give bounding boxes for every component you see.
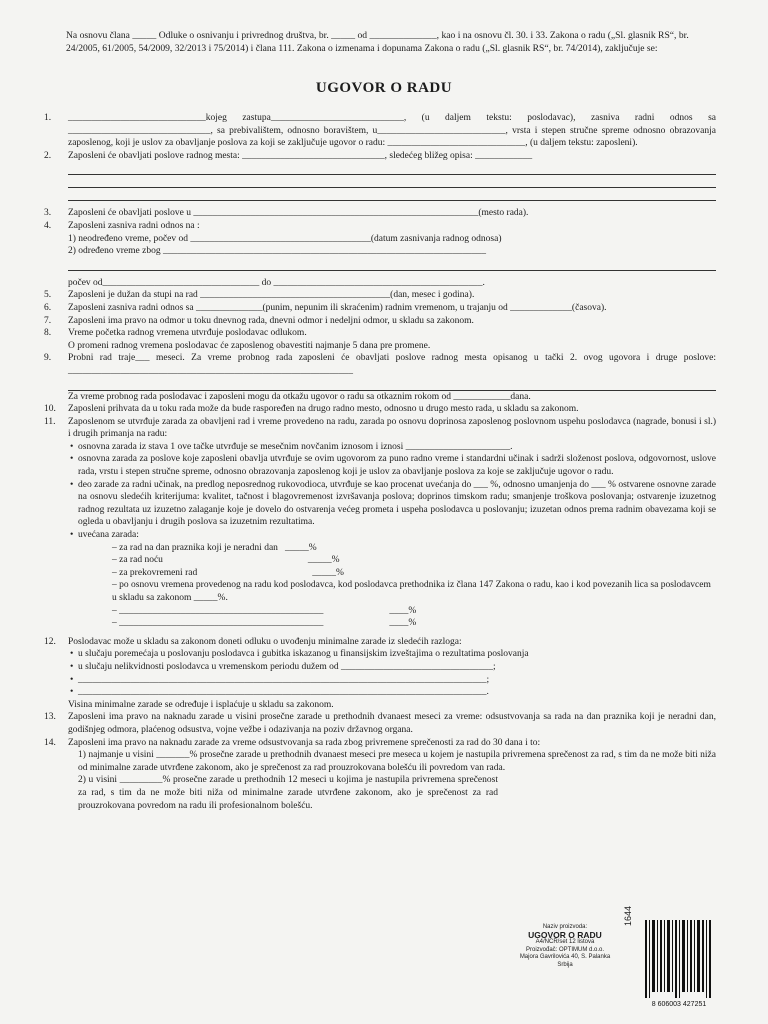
clause-12-bullet: • u slučaju nelikvidnosti poslodavca u vremenskom periodu dužem od ________________________________; [0, 661, 768, 674]
barcode-icon [643, 918, 715, 1008]
clause-12-bullet: • ______________________________________________________________________________________; [0, 674, 768, 687]
clause-11-bullet: • deo zarade za radni učinak, na predlog neposrednog rukovodioca, utvrđuje se kao procenat uvećanja do ___ %, odnosno umanjenja do ___ % ostvarene osnovne zarade na osnovu sledećih kriterijuma: kvalitet, tačnost i blagovremenost izvršavanja poslova; doprinos timskom radu; smanjenje troškova poslovanja; ostvarenje izuzetnog radnog rezultata uz izuzetno zalaganje koje je dovelo do ostvarenja većeg prometa i uspeha poslodavca u poslovanju; izuzetan odnos prema radnim obavezama koji se ogleda u obavljanju i drugih poslova sa izuzetnim rezultatima. [0, 479, 768, 529]
clause-11-bullet: • uvećana zarada: [0, 529, 768, 542]
clause-2: 2. Zaposleni će obavljati poslove radnog mesta: ______________________________, sledećeg bližeg opisa: ____________ [44, 150, 533, 161]
raise-other: – ___________________________________________ ____% [112, 605, 417, 616]
barcode-number: 8 606003 427251 [651, 1001, 707, 1008]
clause-9-notice: Za vreme probnog rada poslodavac i zaposleni mogu da otkažu ugovor o radu sa otkaznim rokom od ____________dana. [68, 391, 531, 402]
clause-4-period: počev od_________________________________ do ____________________________________________. [68, 277, 485, 288]
blank-line[interactable] [68, 378, 716, 391]
clause-12-note: Visina minimalne zarade se određuje i isplaćuje u skladu sa zakonom. [68, 699, 334, 710]
raise-overtime: – za prekovremeni rad _____% [112, 567, 344, 578]
clause-13: 13. Zaposleni ima pravo na naknadu zarade u visini prosečne zarade u prethodnih dvanaest meseci za vreme: odsustvovanja sa rada na dan praznika koji je neradni dan, godišnjeg odmora, plaćenog odsustva, vojne vežbe i odazivanja na poziv državnog organa. [44, 712, 716, 735]
clause-8: 8. Vreme početka radnog vremena utvrđuje poslodavac odlukom. [44, 328, 307, 339]
blank-line[interactable] [68, 162, 716, 175]
blank-line[interactable] [68, 258, 716, 271]
clause-1: 1. _____________________________kojeg zastupa____________________________, (u daljem tekstu: poslodavac), zasniva radni odnos sa ______________________________, sa prebivalištem, odnosno boravištem, u___________________________, vrsta i stepen stručne spreme odnosno obrazovanja zaposlenog, koji je uslov za obavljanje poslova za koji se zaključuje ugovor o radu: _____________________________, (u daljem tekstu: zaposleni). [44, 113, 716, 149]
clause-12: 12. Poslodavac može u skladu sa zakonom doneti odluku o uvođenju minimalne zarade iz sledećih razloga: [44, 636, 462, 647]
clause-7: 7. Zaposleni ima pravo na odmor u toku dnevnog rada, dnevni odmor i nedeljni odmor, u skladu sa zakonom. [44, 315, 474, 326]
raise-holiday: – za rad na dan praznika koji je neradni dan _____% [112, 542, 317, 553]
clause-4-option-1: 1) neodređeno vreme, počev od ______________________________________(datum zasnivanja radnog odnosa) [68, 233, 502, 244]
blank-line[interactable] [68, 175, 716, 188]
clause-12-bullet: • ______________________________________________________________________________________. [0, 686, 768, 699]
clause-12-bullet: • u slučaju poremećaja u poslovanju poslodavca i gubitka iskazanog u finansijskim izveštajima o rezultatima poslovanja [0, 648, 768, 661]
raise-night: – za rad noću _____% [112, 555, 340, 566]
raise-other: – ___________________________________________ ____% [112, 618, 417, 629]
clause-6: 6. Zaposleni zasniva radni odnos sa ______________(punim, nepunim ili skraćenim) radnim vremenom, u trajanju od _____________(časova). [44, 302, 607, 313]
blank-line[interactable] [68, 188, 716, 201]
document-title: UGOVOR O RADU [315, 80, 453, 96]
raise-seniority: – po osnovu vremena provedenog na radu kod poslodavca, kod poslodavca prethodnika iz člana 147 Zakona o radu, kao i kod povezanih lica sa poslodavcem u skladu sa zakonom _____%. [112, 580, 711, 603]
clause-14-option-1: 1) najmanje u visini _______% prosečne zarade u prethodnih dvanaest meseci pre meseca u kojem je nastupila privremena sprečenost za rad, s tim da ne može biti niža od minimalne zarade utvrđene zakonom, ako je sprečenost za rad prouzrokovana bolešću ili povredom van rada. [78, 750, 716, 773]
product-label: Naziv proizvoda: UGOVOR O RADU A4/NCR/set 12 listova Proizvođač: OPTIMUM d.o.o. Majora Gavrilovića 40, S. Palanka Srbija [519, 924, 611, 968]
clause-11-bullet: • osnovna zarada za poslove koje zaposleni obavlja utvrđuje se ovim ugovorom za puno radno vreme i standardni učinak i sadrži složenost poslova, odgovornost, uslove rada, vrstu i stepen stručne spreme, odnosno obrazovanja zaposlenog koji je uslov za obavljanje poslova za koje se zaključuje ugovor o radu. [0, 453, 768, 478]
clause-8-notice: O promeni radnog vremena poslodavac će zaposlenog obavestiti najmanje 5 dana pre promene. [68, 340, 431, 351]
clause-3: 3. Zaposleni će obavljati poslove u ____________________________________________________________(mesto rada). [44, 208, 529, 219]
clause-4: 4. Zaposleni zasniva radni odnos na : [44, 220, 200, 231]
clause-14-option-2: 2) u visini _________% prosečne zarade u prethodnih 12 meseci u kojima je nastupila privremena sprečenost za rad, s tim da ne može biti niža od minimalne zarade utvrđene zakonom, ako je sprečenost za rad prouzrokovana povredom na radu ili profesionalnom bolešću. [78, 775, 498, 811]
intro-paragraph: Na osnovu člana _____ Odluke o osnivanju i privrednog društva, br. _____ od ______________, kao i na osnovu čl. 30. i 33. Zakona o radu („Sl. glasnik RS“, br. 24/2005, 61/2005, 54/2009, 32/2013 i 75/2014) i člana 111. Zakona o izmenama i dopunama Zakona o radu („Sl. glasnik RS“, br. 74/2014), zaključuje se: [66, 30, 689, 54]
product-code: 1644 [623, 905, 633, 926]
clause-4-option-2: 2) određeno vreme zbog ____________________________________________________________________ [68, 246, 486, 257]
contract-body [0, 112, 768, 812]
clause-11: 11. Zaposlenom se utvrđuje zarada za obavljeni rad i vreme provedeno na radu, zarada po osnovu doprinosa zaposlenog poslovnom uspehu poslodavca (nagrade, bonusi i sl.) i drugih primanja na radu: [44, 416, 716, 440]
clause-14: 14. Zaposleni ima pravo na naknadu zarade za vreme odsustvovanja sa rada zbog privremene sprečenosti za rad do 30 dana i to: [44, 737, 541, 748]
clause-10: 10. Zaposleni prihvata da u toku rada može da bude raspoređen na drugo radno mesto, odnosno u drugo mesto rada, u skladu sa zakonom. [44, 404, 579, 415]
clause-9: 9. Probni rad traje___ meseci. Za vreme probnog rada zaposleni će obavljati poslove radnog mesta opisanog u tački 2. ovog ugovora i druge poslove: ____________________________________________________________ [44, 353, 716, 376]
clause-11-bullet: • osnovna zarada iz stava 1 ove tačke utvrđuje se mesečnim novčanim iznosom i iznosi ______________________. [0, 441, 768, 454]
clause-5: 5. Zaposleni je dužan da stupi na rad ________________________________________(dan, mesec i godina). [44, 290, 475, 301]
